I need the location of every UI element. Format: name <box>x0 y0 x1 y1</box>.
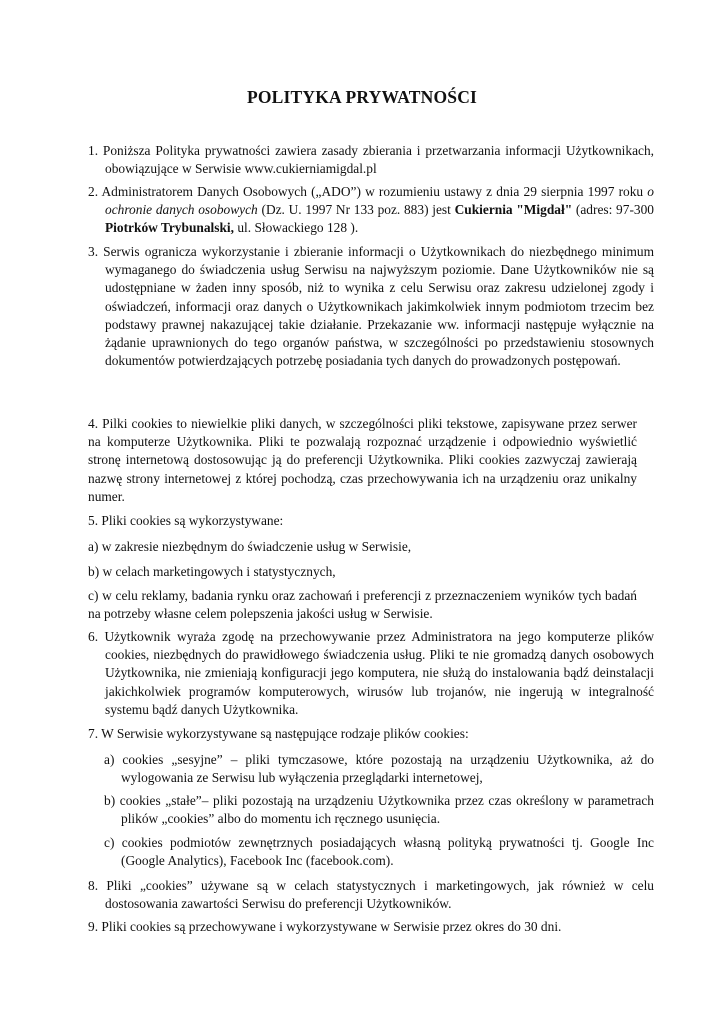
paragraph-9: 9. Pliki cookies są przechowywane i wykorzystywane w Serwisie przez okres do 30 dni. <box>88 919 562 934</box>
paragraph-5a: a) w zakresie niezbędnym do świadczenie usług w Serwisie, <box>88 539 412 554</box>
paragraph-7: 7. W Serwisie wykorzystywane są następujące rodzaje plików cookies: <box>88 726 469 741</box>
paragraph-7b: b) cookies „stałe”– pliki pozostają na urządzeniu Użytkownika przez czas określony w parametrach plików „cookies” albo do momentu ich ręcznego usunięcia. <box>104 793 654 827</box>
paragraph-1: 1. Poniższa Polityka prywatności zawiera zasady zbierania i przetwarzania informacji Użytkownikach, obowiązujące w Serwisie www.cukierniamigdal.pl <box>88 143 654 177</box>
paragraph-4: 4. Pilki cookies to niewielkie pliki danych, w szczególności pliki tekstowe, zapisywane przez serwer na komputerze Użytkownika. Pliki te pozwalają rozpoznać urządzenie i odpowiednio wyświetlić stronę internetową dostosowując ją do preferencji Użytkownika. Pliki cookies zazwyczaj zawierają nazwę strony internetowej z której pochodzą, czas przechowywania ich na urządzeniu oraz unikalny numer. <box>88 416 637 504</box>
paragraph-8: 8. Pliki „cookies” używane są w celach statystycznych i marketingowych, jak również w celu dostosowania zawartości Serwisu do preferencji Użytkowników. <box>88 878 654 912</box>
paragraph-2-act-title: o ochronie danych osobowych <box>105 184 654 218</box>
paragraph-3: 3. Serwis ogranicza wykorzystanie i zbieranie informacji o Użytkownikach do niezbędnego minimum wymaganego do świadczenia usług Serwisu na najwyższym poziomie. Dane Użytkowników nie są udostępniane w żaden inny sposób, niż to wynika z celu Serwisu oraz zakresu udzielonej zgody i oświadczeń, informacji oraz danych o Użytkownikach jakimkolwiek innym podmiotom trzecim bez podstawy prawnej nakazującej takie działanie. Przekazanie ww. informacji następuje wyłącznie na żądanie uprawnionych do tego organów państwa, w szczególności po przedstawieniu stosownych dokumentów potwierdzających potrzebę posiadania tych danych do prowadzonych postępowań. <box>88 244 654 369</box>
paragraph-5b: b) w celach marketingowych i statystycznych, <box>88 564 336 579</box>
paragraph-6: 6. Użytkownik wyraża zgodę na przechowywanie przez Administratora na jego komputerze plików cookies, niezbędnych do prawidłowego świadczenia usług. Pliki te nie gromadzą danych osobowych Użytkownika, nie zmieniają konfiguracji jego komputera, nie służą do instalowania bądź deinstalacji jakichkolwiek programów komputerowych, wirusów lub trojanów, nie ingerują w integralność systemu bądź danych Użytkownika. <box>88 629 654 717</box>
paragraph-5: 5. Pliki cookies są wykorzystywane: <box>88 513 284 528</box>
paragraph-2-text-a: 2. Administratorem Danych Osobowych („ADO”) w rozumieniu ustawy z dnia 29 sierpnia 1997 roku <box>88 184 648 199</box>
paragraph-7c: c) cookies podmiotów zewnętrznych posiadających własną polityką prywatności tj. Google Inc (Google Analytics), Facebook Inc (facebook.com). <box>104 835 654 869</box>
paragraph-2-text-c: (adres: 97-300 <box>572 202 654 218</box>
paragraph-5c: c) w celu reklamy, badania rynku oraz zachowań i preferencji z przeznaczeniem wyników tych badań na potrzeby własne celem polepszenia jakości usług w Serwisie. <box>88 588 637 622</box>
company-name: Cukiernia "Migdał" <box>454 202 573 218</box>
paragraph-2-text-d: ul. Słowackiego 128 ). <box>233 220 359 236</box>
paragraph-2-text-b: (Dz. U. 1997 Nr 133 poz. 883) jest <box>257 202 455 218</box>
company-city: Piotrków Trybunalski, <box>105 220 234 236</box>
paragraph-7a: a) cookies „sesyjne” – pliki tymczasowe, które pozostają na urządzeniu Użytkownika, aż do wylogowania ze Serwisu lub wyłączenia przeglądarki internetowej, <box>104 752 654 786</box>
paragraph-2 <box>88 183 654 238</box>
page-title: POLITYKA PRYWATNOŚCI <box>246 87 478 107</box>
